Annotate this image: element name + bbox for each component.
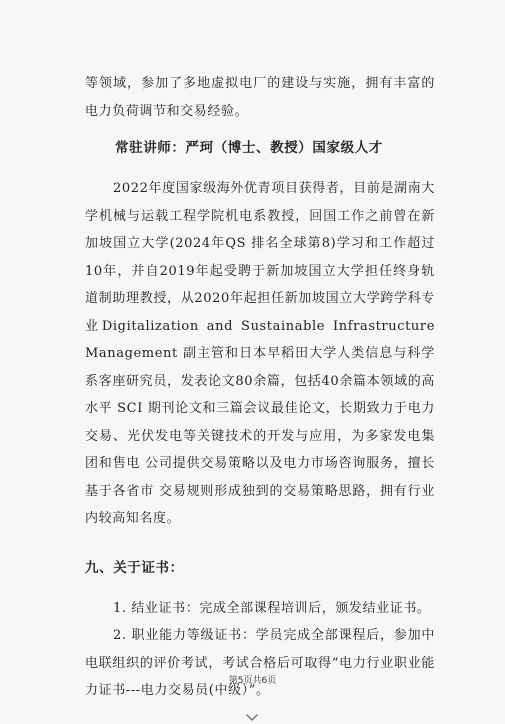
certificate-item-1: 1. 结业证书：完成全部课程培训后，颁发结业证书。: [113, 600, 431, 616]
page-number-footer: 第5页共6页: [228, 676, 277, 686]
lecturer-heading: 常驻讲师：严珂（博士、教授）国家级人才: [115, 140, 383, 156]
intro-paragraph: 等领域，参加了多地虚拟电厂的建设与实施，拥有丰富的电力负荷调节和交易经验。: [85, 76, 435, 119]
lecturer-bio-paragraph: 2022年度国家级海外优青项目获得者，目前是湖南大学机械与运载工程学院机电系教授，回国工作之前曾在新加坡国立大学(2024年QS 排名全球第8)学习和工作超过10年，并自2019年起受聘于新加坡国立大学担任终身轨道制助理教授，从2020年起担任新加坡国立大学跨学科专业Digitalization and Sustainable Infrastructure Management 副主管和日本早稻田大学人类信息与科学系客座研究员，发表论文80余篇，包括40余篇本领域的高水平 SCI 期刊论文和三篇会议最佳论文，长期致力于电力交易、光伏发电等关键技术的开发与应用，为多家发电集团和售电 公司提供交易策略以及电力市场咨询服务，擅长基于各省市 交易规则形成独到的交易策略思路，拥有行业内较高知名度。: [85, 181, 435, 526]
section-spacer: [85, 533, 435, 545]
page-content: [85, 70, 435, 705]
certificate-item-2: 2. 职业能力等级证书：学员完成全部课程后，参加中电联组织的评价考试，考试合格后可取得“电力行业职业能力证书---电力交易员(中级）”。: [85, 628, 435, 698]
chevron-down-icon[interactable]: [246, 714, 258, 722]
section-heading-certificates: 九、关于证书：: [85, 559, 184, 576]
